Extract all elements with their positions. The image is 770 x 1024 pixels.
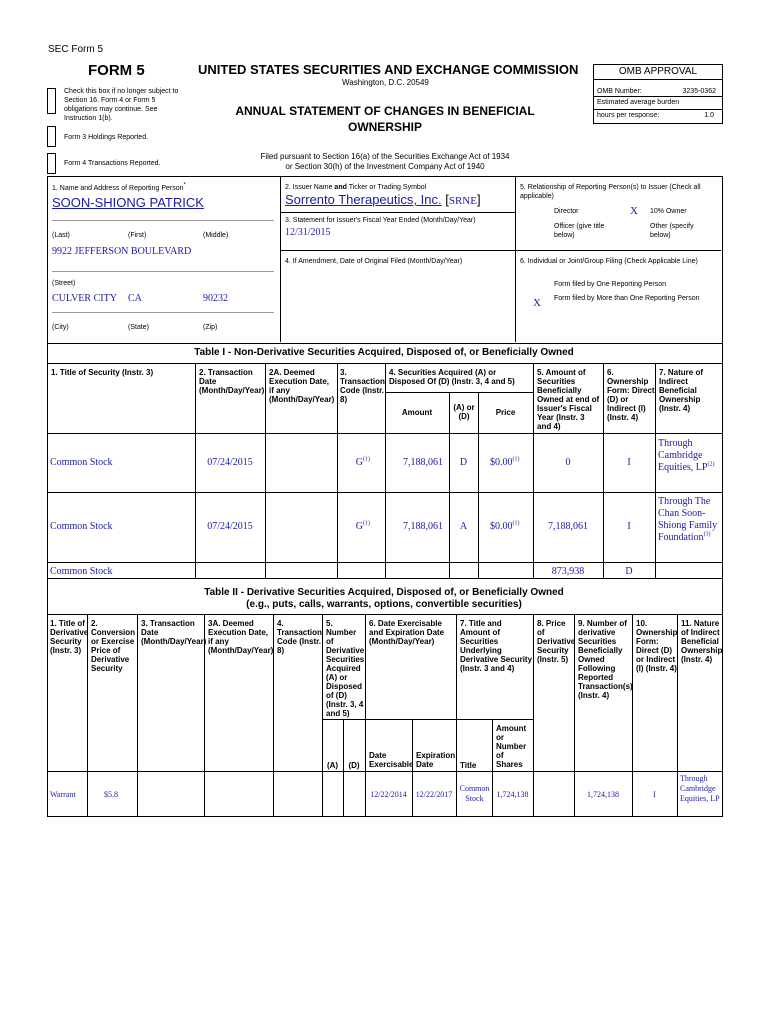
t1-h4-price: Price: [495, 408, 516, 417]
omb-hours-label: hours per response:: [597, 112, 660, 119]
middle-label: (Middle): [203, 232, 229, 239]
t1-row2-nature: Through The Chan Soon-Shiong Family Foundation$^{(3)}$: [658, 496, 718, 543]
table2-title: Table II - Derivative Securities Acquired, Disposed of, or Beneficially Owned: [204, 587, 564, 598]
box2-label: 2. Issuer Name and Ticker or Trading Symbol: [285, 184, 427, 191]
form4-checkbox[interactable]: [47, 153, 56, 174]
t2-h7-title: Title: [460, 761, 477, 770]
form3-text: Form 3 Holdings Reported.: [64, 134, 149, 141]
t2-h7: 7. Title and Amount of Securities Underlying Derivative Security (Instr. 3 and 4): [460, 619, 533, 673]
no-longer-subject-checkbox[interactable]: [47, 88, 56, 114]
director-label: Director: [554, 208, 579, 215]
t2-row-shares: 1,724,138: [496, 790, 529, 799]
t2-row-expiration: 12/22/2017: [415, 790, 453, 799]
t1-row2-price: $0.00$^{(1)}$: [490, 520, 520, 532]
omb-hours: 1.0: [704, 112, 714, 119]
t1-row2-date: 07/24/2015: [207, 521, 253, 532]
last-label: (Last): [52, 232, 70, 239]
box3-label: 3. Statement for Issuer's Fiscal Year Ended (Month/Day/Year): [285, 217, 476, 224]
t2-row-form: I: [653, 790, 656, 799]
table2-subtitle: (e.g., puts, calls, warrants, options, convertible securities): [246, 599, 522, 610]
director-mark[interactable]: X: [630, 205, 638, 217]
sec-form-label: SEC Form 5: [48, 44, 104, 55]
t1-row2-title: Common Stock: [50, 521, 113, 532]
t1-h5: 5. Amount of Securities Beneficially Owned at end of Issuer's Fiscal Year (Instr. 3 and 4): [537, 368, 600, 431]
t1-row2-form: I: [627, 521, 631, 532]
t1-row3-title: Common Stock: [50, 566, 113, 577]
zip-label: (Zip): [203, 324, 218, 331]
t1-row1-title: Common Stock: [50, 457, 113, 468]
t1-row1-date: 07/24/2015: [207, 457, 253, 468]
omb-number: 3235-0362: [682, 88, 716, 95]
t1-row1-owned: 0: [565, 457, 571, 468]
agency-city: Washington, D.C. 20549: [342, 78, 429, 87]
t2-row-title: Warrant: [50, 790, 76, 799]
t1-row1-form: I: [627, 457, 631, 468]
city-value: CULVER CITY: [52, 293, 117, 304]
filed-line-1: Filed pursuant to Section 16(a) of the Securities Exchange Act of 1934: [260, 152, 510, 161]
t2-h9: 9. Number of derivative Securities Beneficially Owned Following Reported Transaction(s) (Instr. 4): [578, 619, 633, 700]
t2-row-price: $5.8: [104, 790, 118, 799]
issuer-line: Sorrento Therapeutics, Inc. [SRNE]: [285, 192, 481, 207]
t2-h1: 1. Title of Derivative Security (Instr. 3): [50, 619, 89, 655]
no-longer-subject-text: Check this box if no longer subject to Section 16. Form 4 or Form 5 obligations may continue. See Instruction 1(b).: [64, 88, 179, 122]
t1-row1-nature: Through Cambridge Equities, LP$^{(2)}$: [658, 438, 715, 473]
omb-number-label: OMB Number:: [597, 88, 642, 95]
omb-title: OMB APPROVAL: [594, 65, 722, 80]
t2-row-security-title: Common Stock: [459, 784, 490, 803]
t2-h10: 10. Ownership Form: Direct (D) or Indirect (I) (Instr. 4): [636, 619, 678, 673]
form4-text: Form 4 Transactions Reported.: [64, 160, 161, 167]
t2-row-nature: Through Cambridge Equities, LP: [680, 774, 720, 803]
form3-checkbox[interactable]: [47, 126, 56, 147]
t1-row2-ad: A: [459, 521, 468, 532]
t1-row1-price: $0.00$^{(1)}$: [490, 456, 520, 468]
t2-h11: 11. Nature of Indirect Beneficial Ownership (Instr. 4): [681, 619, 723, 664]
t1-h7: 7. Nature of Indirect Beneficial Ownership (Instr. 4): [659, 368, 704, 413]
issuer-name[interactable]: Sorrento Therapeutics, Inc.: [285, 192, 442, 207]
first-label: (First): [128, 232, 147, 239]
t2-row-exercisable: 12/22/2014: [370, 790, 407, 799]
city-label: (City): [52, 324, 69, 331]
filed-line-2: or Section 30(h) of the Investment Company Act of 1940: [285, 162, 485, 171]
t1-row3-form: D: [625, 566, 633, 577]
statement-title: ANNUAL STATEMENT OF CHANGES IN BENEFICIAL OWNERSHIP: [235, 104, 535, 134]
group-filing-mark[interactable]: X: [533, 297, 541, 309]
t1-row2-amount: 7,188,061: [403, 521, 443, 532]
street-address: 9922 JEFFERSON BOULEVARD: [52, 246, 192, 257]
t2-h6: 6. Date Exercisable and Expiration Date (Month/Day/Year): [369, 619, 445, 646]
t1-h2a: 2A. Deemed Execution Date, if any (Month/Day/Year): [269, 368, 335, 404]
box1-label: 1. Name and Address of Reporting Person*: [52, 182, 186, 192]
t1-row3-owned: 873,938: [551, 566, 585, 577]
t1-row2-code: $G^{(1)}$: [355, 520, 370, 532]
t1-row2-owned: 7,188,061: [548, 521, 588, 532]
table1-title: Table I - Non-Derivative Securities Acquired, Disposed of, or Beneficially Owned: [194, 347, 574, 358]
t2-h5-a: (A): [326, 761, 339, 770]
t1-h4-amount: Amount: [401, 408, 433, 417]
t1-h4: 4. Securities Acquired (A) or Disposed Of (D) (Instr. 3, 4 and 5): [389, 368, 515, 386]
t2-row-owned: 1,724,138: [587, 790, 619, 799]
omb-burden-label: Estimated average burden: [597, 99, 680, 106]
omb-approval-box: [593, 64, 723, 124]
officer-label: Officer (give title below): [554, 223, 605, 239]
agency-title: UNITED STATES SECURITIES AND EXCHANGE COMMISSION: [198, 62, 579, 77]
t2-h5: 5. Number of Derivative Securities Acquired (A) or Disposed of (D) (Instr. 3, 4 and 5): [326, 619, 365, 718]
box4-label: 4. If Amendment, Date of Original Filed (Month/Day/Year): [285, 258, 463, 265]
state-label: (State): [128, 324, 150, 331]
t1-row1-code: $G^{(1)}$: [355, 456, 370, 468]
t1-h2: 2. Transaction Date (Month/Day/Year): [199, 368, 265, 395]
t1-h6: 6. Ownership Form: Direct (D) or Indirect (I) (Instr. 4): [607, 368, 655, 422]
ticker-symbol: SRNE: [448, 195, 477, 207]
form-title: FORM 5: [88, 62, 145, 79]
more-persons-label: Form filed by More than One Reporting Person: [554, 295, 700, 302]
t2-h6-expiration: Expiration Date: [416, 751, 456, 769]
t1-row1-ad: D: [459, 457, 468, 468]
fiscal-year-end: 12/31/2015: [285, 227, 331, 238]
one-person-label: Form filed by One Reporting Person: [554, 281, 667, 288]
t1-row1-amount: 7,188,061: [403, 457, 443, 468]
t2-h6-exercisable: Date Exercisable: [369, 751, 414, 769]
t2-h7-amount: Amount or Number of Shares: [496, 724, 527, 769]
state-value: CA: [128, 293, 142, 304]
other-label: Other (specify below): [650, 223, 694, 239]
t2-h2: 2. Conversion or Exercise Price of Derivative Security: [91, 619, 136, 673]
reporting-person-name[interactable]: SOON-SHIONG PATRICK: [52, 195, 204, 210]
t1-h3: 3. Transaction Code (Instr. 8): [340, 368, 385, 404]
t2-h3a: 3A. Deemed Execution Date, if any (Month/Day/Year): [208, 619, 274, 655]
box6-label: 6. Individual or Joint/Group Filing (Check Applicable Line): [520, 258, 698, 265]
t2-h5-d: (D): [348, 761, 360, 770]
t1-h1: 1. Title of Security (Instr. 3): [51, 368, 154, 377]
box5-label: 5. Relationship of Reporting Person(s) to Issuer (Check all applicable): [520, 184, 701, 200]
t1-h4-ad: (A) or (D): [453, 403, 475, 421]
street-label: (Street): [52, 280, 76, 287]
t2-h3: 3. Transaction Date (Month/Day/Year): [141, 619, 207, 646]
t2-h8: 8. Price of Derivative Security (Instr. 5): [537, 619, 576, 664]
zip-value: 90232: [203, 293, 228, 304]
t2-h4: 4. Transaction Code (Instr. 8): [277, 619, 322, 655]
ten-percent-label: 10% Owner: [650, 208, 687, 215]
